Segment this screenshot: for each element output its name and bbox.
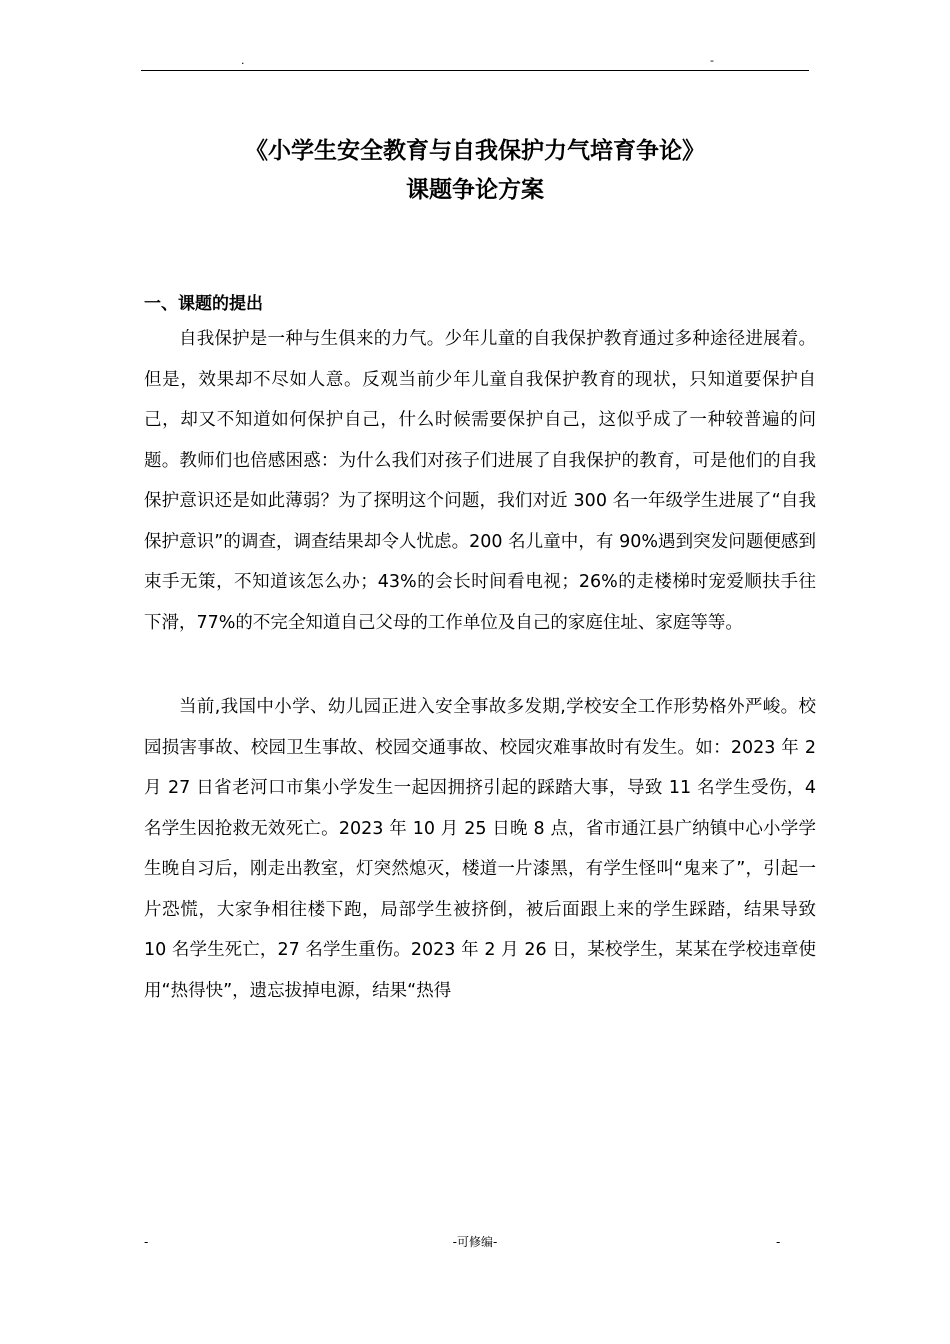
footer-right-mark: -	[776, 1235, 781, 1249]
title-line-1: 《小学生安全教育与自我保护力气培育争论》	[245, 138, 705, 164]
body-paragraph-2: 当前,我国中小学、幼儿园正进入安全事故多发期,学校安全工作形势格外严峻。校园损害事故、校园卫生事故、校园交通事故、校园灾难事故时有发生。如：2023 年 2 月 27 日省老河口市集小学发生一起因拥挤引起的踩踏大事，导致 11 名学生受伤，4 名学生因抢救无效死亡。2023 年 10 月 25 日晚 8 点，省市通江县广纳镇中心小学学生晚自习后，刚走出教室，灯突然熄灭，楼道一片漆黑，有学生怪叫“鬼来了”，引起一片恐慌，大家争相往楼下跑，局部学生被挤倒，被后面跟上来的学生踩踏，结果导致 10 名学生死亡，27 名学生重伤。2023 年 2 月 26 日，某校学生，某某在学校违章使用“热得快”，遗忘拔掉电源，结果“热得	[144, 697, 816, 1001]
section-heading: 一、课题的提出	[144, 294, 263, 314]
title-line-2: 课题争论方案	[406, 177, 544, 203]
header-rule	[141, 70, 809, 71]
footer-text: -可修编-	[452, 1235, 498, 1249]
document-title	[0, 132, 950, 210]
header-right-mark: -	[710, 54, 714, 67]
footer-left-mark: -	[144, 1235, 149, 1249]
body-paragraph-1: 自我保护是一种与生俱来的力气。少年儿童的自我保护教育通过多种途径进展着。但是，效果却不尽如人意。反观当前少年儿童自我保护教育的现状，只知道要保护自己，却又不知道如何保护自己，什么时候需要保护自己，这似乎成了一种较普遍的问题。教师们也倍感困惑：为什么我们对孩子们进展了自我保护的教育，可是他们的自我保护意识还是如此薄弱？为了探明这个问题，我们对近 300 名一年级学生进展了“自我保护意识”的调查，调查结果却令人忧虑。200 名儿童中，有 90%遇到突发问题便感到束手无策，不知道该怎么办；43%的会长时间看电视；26%的走楼梯时宠爱顺扶手往下滑，77%的不完全知道自己父母的工作单位及自己的家庭住址、家庭等等。	[144, 329, 816, 633]
header-left-mark: .	[241, 54, 245, 67]
